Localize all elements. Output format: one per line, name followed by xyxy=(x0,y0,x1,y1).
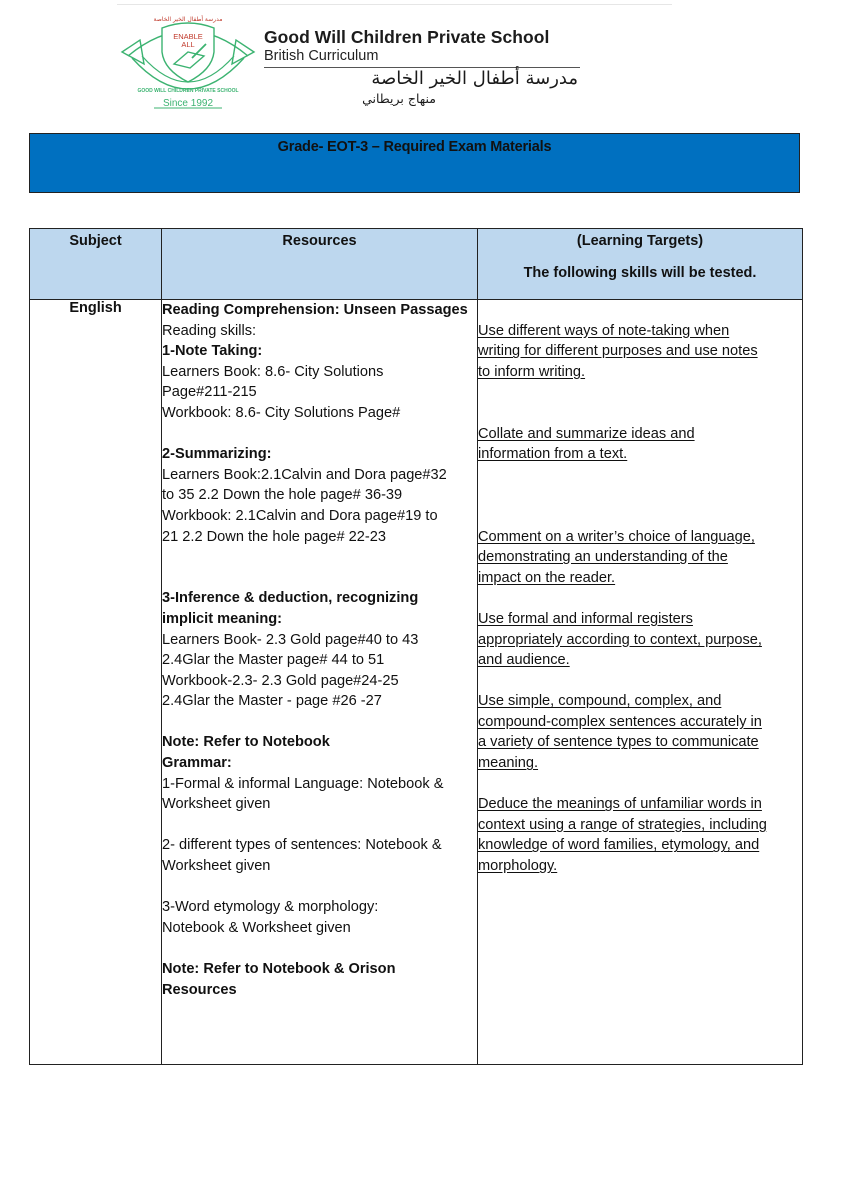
resource-line: Learners Book: 8.6- City Solutions xyxy=(162,363,384,380)
orison-note-cont: Resources xyxy=(162,981,237,998)
learning-target: a variety of sentence types to communicate xyxy=(478,734,759,751)
resource-line: Workbook: 2.1Calvin and Dora page#19 to xyxy=(162,507,438,524)
table-row xyxy=(30,300,803,1065)
table-header-row xyxy=(30,229,803,300)
resource-line: Worksheet given xyxy=(162,796,271,813)
learning-target: appropriately according to context, purpose, xyxy=(478,631,762,648)
note-taking-title: 1-Note Taking: xyxy=(162,343,263,360)
resource-line: 2.4Glar the Master - page #26 -27 xyxy=(162,693,382,710)
learning-target: writing for different purposes and use notes xyxy=(478,343,758,360)
svg-text:GOOD WILL CHILDREN PRIVATE SCH: GOOD WILL CHILDREN PRIVATE SCHOOL xyxy=(137,88,239,94)
resource-line: 2.4Glar the Master page# 44 to 51 xyxy=(162,652,385,669)
learning-target: compound-complex sentences accurately in xyxy=(478,713,762,730)
learning-target: morphology. xyxy=(478,858,558,875)
summarizing-title: 2-Summarizing: xyxy=(162,446,272,463)
learning-target: impact on the reader. xyxy=(478,569,616,586)
svg-text:ALL: ALL xyxy=(181,40,195,49)
learning-target: demonstrating an understanding of the xyxy=(478,549,728,566)
learning-target: information from a text. xyxy=(478,446,628,463)
learning-targets-subtitle: The following skills will be tested. xyxy=(523,265,757,281)
school-name: Good Will Children Private School xyxy=(264,27,550,47)
title-bar xyxy=(29,133,800,193)
inference-title-cont: implicit meaning: xyxy=(162,610,283,627)
learning-target: context using a range of strategies, including xyxy=(478,816,767,833)
resource-line: 1-Formal & informal Language: Notebook & xyxy=(162,775,444,792)
svg-text:ENABLE: ENABLE xyxy=(173,32,203,41)
learning-target: to inform writing. xyxy=(478,363,586,380)
document-title: Grade- EOT-3 – Required Exam Materials xyxy=(277,139,552,155)
svg-text:Since 1992: Since 1992 xyxy=(162,98,214,109)
top-rule xyxy=(117,4,672,5)
resource-line: 2- different types of sentences: Notebook & xyxy=(162,837,442,854)
resource-line: to 35 2.2 Down the hole page# 36-39 xyxy=(162,487,403,504)
learning-target: Use formal and informal registers xyxy=(478,610,693,627)
inference-title: 3-Inference & deduction, recognizing xyxy=(162,590,419,607)
orison-note: Note: Refer to Notebook & Orison xyxy=(162,961,396,977)
resource-line: Worksheet given xyxy=(162,858,271,875)
resources-cell xyxy=(162,300,478,1065)
learning-target: knowledge of word families, etymology, and xyxy=(478,837,760,854)
learning-target: Use different ways of note-taking when xyxy=(478,322,730,339)
notebook-note: Note: Refer to Notebook xyxy=(162,734,330,751)
learning-targets-cell xyxy=(478,300,803,1065)
learning-target: meaning. xyxy=(478,755,539,772)
resource-line: Learners Book- 2.3 Gold page#40 to 43 xyxy=(162,631,419,648)
learning-target: Deduce the meanings of unfamiliar words in xyxy=(478,796,762,813)
learning-target: Comment on a writer’s choice of language, xyxy=(478,528,755,545)
reading-skills-label: Reading skills: xyxy=(162,322,257,339)
reading-heading: Reading Comprehension: Unseen Passages xyxy=(162,302,468,318)
resource-line: Page#211-215 xyxy=(162,384,257,401)
resource-line: 3-Word etymology & morphology: xyxy=(162,899,379,916)
learning-target: Collate and summarize ideas and xyxy=(478,425,695,442)
subject-cell: English xyxy=(30,300,162,1065)
resource-line: Workbook: 8.6- City Solutions Page# xyxy=(162,404,401,421)
school-crest-icon xyxy=(118,12,258,110)
school-curriculum: British Curriculum xyxy=(264,48,379,64)
school-curriculum-arabic: منهاج بريطاني xyxy=(362,91,436,106)
column-header-subject: Subject xyxy=(30,229,162,300)
resource-line: 21 2.2 Down the hole page# 22-23 xyxy=(162,528,386,545)
learning-target: and audience. xyxy=(478,652,570,669)
school-name-arabic: مدرسة أطفال الخير الخاصة xyxy=(371,68,578,89)
exam-materials-table xyxy=(29,228,803,1065)
resource-line: Workbook-2.3- 2.3 Gold page#24-25 xyxy=(162,672,399,689)
resource-line: Learners Book:2.1Calvin and Dora page#32 xyxy=(162,466,447,483)
resource-line: Notebook & Worksheet given xyxy=(162,919,351,936)
grammar-title: Grammar: xyxy=(162,755,232,772)
column-header-learning-targets xyxy=(478,229,803,300)
svg-text:مدرسة أطفال الخير الخاصة: مدرسة أطفال الخير الخاصة xyxy=(153,16,223,23)
column-header-resources: Resources xyxy=(162,229,478,300)
learning-target: Use simple, compound, complex, and xyxy=(478,693,722,710)
learning-targets-label: (Learning Targets) xyxy=(576,233,704,249)
school-logo xyxy=(118,12,258,110)
